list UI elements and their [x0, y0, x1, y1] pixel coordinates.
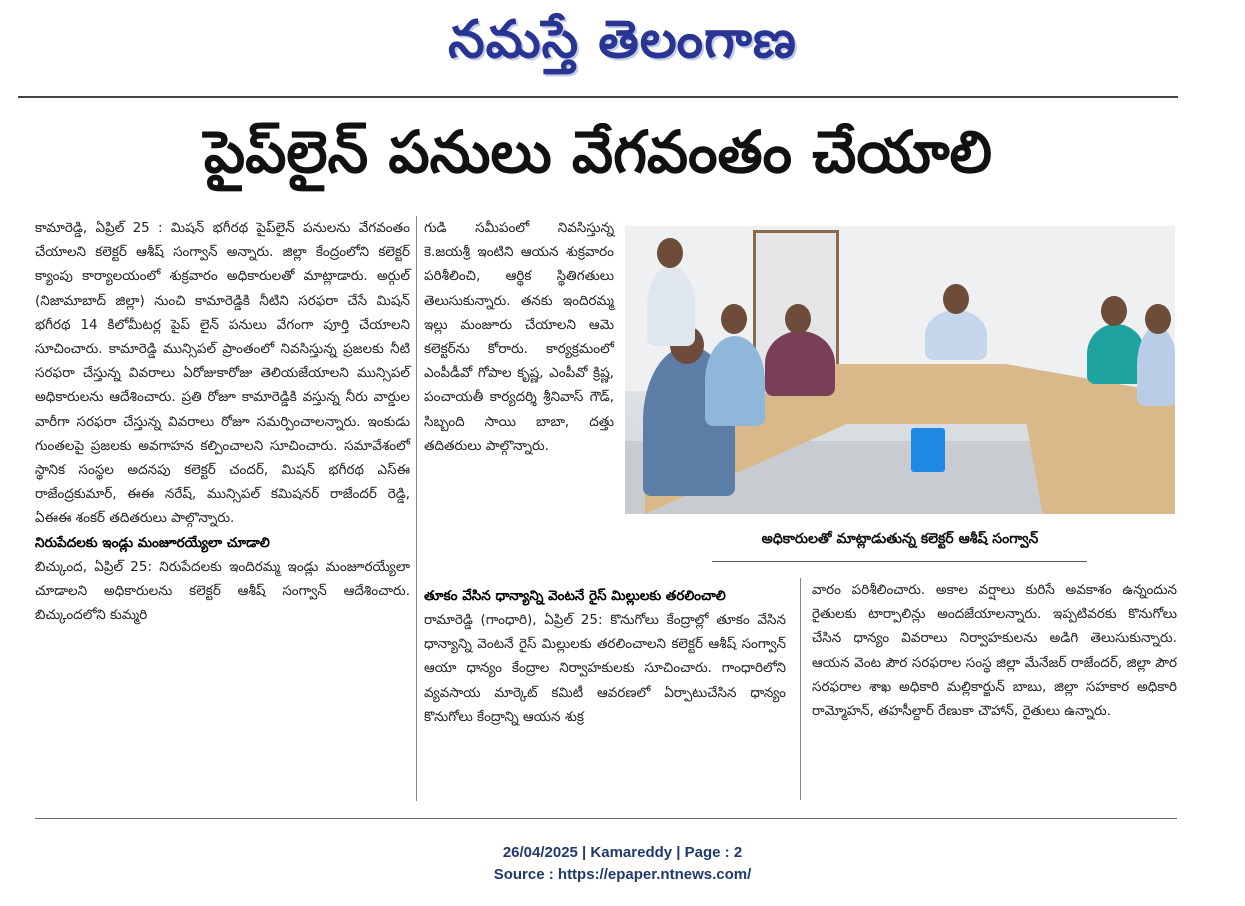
top-rule: [18, 96, 1178, 98]
article-body-3b: వారం పరిశీలించారు. అకాల వర్షాలు కురిసే అవకాశం ఉన్నందున రైతులకు టార్పాలిన్లు అందజేయాలన్నారు. ఇప్పటివరకు కొనుగోలు చేసిన ధాన్యం వివరాలు నిర్వాహకులను అడిగి తెలుసుకున్నారు. ఆయన వెంట పౌర సరఫరాల సంస్థ జిల్లా మేనేజర్ రాజేందర్, జిల్లా పౌర సరఫరాల శాఖ అధికారి మల్లికార్జున్ బాబు, జిల్లా సహకార అధికారి రామ్మోహన్, తహసీల్దార్ రేణుకా చౌహాన్, రైతులు ఉన్నారు.: [812, 582, 1177, 720]
edition-info: 26/04/2025 | Kamareddy | Page : 2: [502, 844, 743, 861]
column-4: [812, 578, 1177, 723]
photo-caption: అధికారులతో మాట్లాడుతున్న కలెక్టర్ ఆశీష్ సంగ్వాన్: [761, 531, 1039, 547]
news-photo: [625, 226, 1175, 514]
column-1: [35, 216, 410, 627]
article-body-2b: గుడి సమీపంలో నివసిస్తున్న కె.జయశ్రీ ఇంటిని ఆయన శుక్రవారం పరిశీలించి, ఆర్థిక స్థితిగతులు తెలుసుకున్నారు. తనకు ఇందిరమ్మ ఇల్లు మంజూరు చేయాలని ఆమె కలెక్టర్‌ను కోరారు. కార్యక్రమంలో ఎంపీడీవో గోపాల కృష్ణ, ఎంపీవో క్రిష్ణ, పంచాయతీ కార్యదర్శి శ్రీనివాస్ గౌడ్, సిబ్బంది సాయి బాబా, దత్తు తదితరులు పాల్గొన్నారు.: [424, 220, 614, 454]
main-headline: పైప్‌లైన్ పనులు వేగవంతం చేయాలి: [203, 118, 993, 186]
bottom-rule: [35, 818, 1177, 819]
article-body-3a: రామారెడ్డి (గాంధారి), ఏప్రిల్ 25: కొనుగోలు కేంద్రాల్లో తూకం వేసిన ధాన్యాన్ని వెంటనే రైస్ మిల్లులకు తరలించాలని కలెక్టర్ ఆశీష్ సంగ్వాన్ ఆయా ధాన్యం కేంద్రాల నిర్వాహకులకు సూచించారు. గాంధారిలోని వ్యవసాయ మార్కెట్ కమిటీ ఆవరణలో ఏర్పాటుచేసిన ధాన్యం కొనుగోలు కేంద్రాన్ని ఆయన శుక్ర: [424, 612, 786, 725]
column-3: [424, 588, 786, 729]
column-divider-2: [800, 578, 801, 800]
article-subhead-2: నిరుపేదలకు ఇండ్లు మంజూరయ్యేలా చూడాలి: [35, 534, 270, 551]
column-divider: [416, 216, 417, 801]
source-link[interactable]: Source : https://epaper.ntnews.com/: [493, 866, 752, 883]
newspaper-masthead: నమస్తే తెలంగాణ: [448, 9, 797, 70]
article-subhead-3: తూకం వేసిన ధాన్యాన్ని వెంటనే రైస్ మిల్లులకు తరలించాలి: [424, 588, 726, 604]
article-body-2a: బిచ్కుంద, ఏప్రిల్ 25: నిరుపేదలకు ఇందిరమ్మ ఇండ్లు మంజూరయ్యేలా చూడాలని అధికారులను కలెక్టర్ ఆశీష్ సంగ్వాన్ ఆదేశించారు. బిచ్కుందలోని కుమ్మరి: [35, 558, 410, 624]
column-2: [424, 216, 614, 458]
article-body-1: కామారెడ్డి, ఏప్రిల్ 25 : మిషన్ భగీరథ పైప్‌లైన్ పనులను వేగవంతం చేయాలని కలెక్టర్ ఆశీష్ సంగ్వాన్ అన్నారు. జిల్లా కేంద్రంలోని కలెక్టర్ క్యాంపు కార్యాలయంలో శుక్రవారం అధికారులతో మాట్లాడారు. అర్గుల్ (నిజామాబాద్ జిల్లా) నుంచి కామారెడ్డికి నీటిని సరఫరా చేసే మిషన్ భగీరథ 14 కిలోమీటర్ల పైప్ లైన్ పనులు వేగంగా పూర్తి చేయాలని సూచించారు. కామారెడ్డి మున్సిపల్ ప్రాంతంలో నివసిస్తున్న ప్రజలకు నీటి సరఫరా చేస్తున్న వివరాలు ఏరోజుకారోజు తెలియజేయాలని మున్సిపల్ అధికారులను ఆదేశించారు. ప్రతి రోజూ కామారెడ్డికి వస్తున్న నీరు వార్డుల వారీగా సరఫరా చేస్తున్న వివరాలు రోజూ సమర్పించాలన్నారు. ఇంకుడు గుంతలపై ప్రజలకు అవగాహన కల్పించాలని సూచించారు. సమావేశంలో స్థానిక సంస్థల అదనపు కలెక్టర్ చందర్, మిషన్ భగీరథ ఎస్ఈ రాజేంద్రకుమార్, ఈఈ నరేష్, మున్సిపల్ కమిషనర్ రాజేందర్ రెడ్డి, ఏఈఈ శంకర్ తదితరులు పాల్గొన్నారు.: [35, 220, 410, 527]
page-footer: [0, 842, 1245, 886]
caption-rule: [712, 561, 1087, 562]
